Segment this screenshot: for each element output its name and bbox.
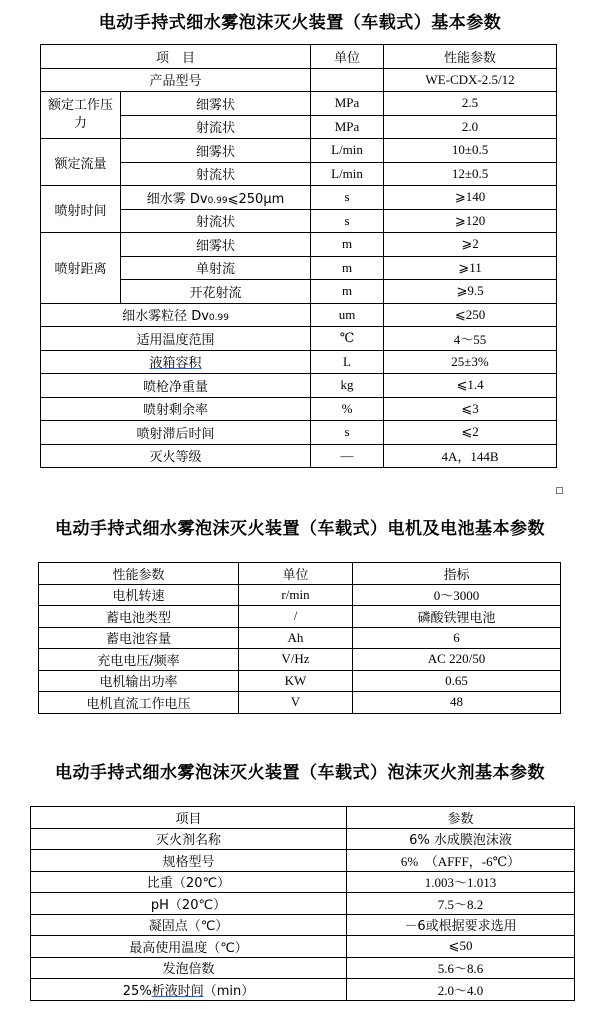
row-sublabel: 射流状	[121, 115, 311, 139]
row-sublabel: 射流状	[121, 209, 311, 233]
row-value: 10±0.5	[384, 139, 557, 163]
table-row	[31, 914, 575, 936]
table-row	[41, 374, 557, 398]
row-unit: %	[311, 397, 384, 421]
row-value: 2.5	[384, 92, 557, 116]
row-unit: r/min	[239, 584, 353, 606]
row-value: ⩽3	[384, 397, 557, 421]
header-param: 性能参数	[39, 563, 239, 585]
table-row	[39, 627, 561, 649]
table-header-row	[31, 807, 575, 829]
table-row	[41, 421, 557, 445]
row-label: 灭火剂名称	[31, 828, 347, 850]
group-label: 喷射时间	[41, 186, 121, 233]
table-row	[41, 327, 557, 351]
row-unit: s	[311, 209, 384, 233]
label-part: 细水雾粒径 Dv	[122, 309, 209, 325]
table-row	[41, 233, 557, 257]
row-unit: V	[239, 692, 353, 714]
table-row	[39, 692, 561, 714]
row-sublabel: 细雾状	[121, 139, 311, 163]
row-unit: KW	[239, 670, 353, 692]
table-row	[39, 584, 561, 606]
row-unit: —	[311, 444, 384, 468]
table-row	[41, 139, 557, 163]
label-part: （min）	[203, 983, 255, 999]
row-value: ⩾2	[384, 233, 557, 257]
row-unit: /	[239, 606, 353, 628]
table-row	[41, 303, 557, 327]
row-value: 4A，144B	[384, 444, 557, 468]
table-row	[31, 871, 575, 893]
row-value: 2.0～4.0	[347, 979, 575, 1001]
row-value: 磷酸铁锂电池	[353, 606, 561, 628]
table-row	[41, 350, 557, 374]
row-value: ⩾11	[384, 256, 557, 280]
row-label: 灭火等级	[41, 444, 311, 468]
row-value: ⩽250	[384, 303, 557, 327]
row-unit: um	[311, 303, 384, 327]
row-label: 喷枪净重量	[41, 374, 311, 398]
table-row	[41, 444, 557, 468]
row-unit: Ah	[239, 627, 353, 649]
table-row	[41, 92, 557, 116]
table-row	[41, 68, 557, 92]
row-label: pH（20℃）	[31, 893, 347, 915]
row-value: AC 220/50	[353, 649, 561, 671]
row-sublabel: 射流状	[121, 162, 311, 186]
header-param: 参数	[347, 807, 575, 829]
group-label: 喷射距离	[41, 233, 121, 304]
row-label: 喷射滞后时间	[41, 421, 311, 445]
label-part: 25%	[122, 983, 152, 999]
row-value: 48	[353, 692, 561, 714]
table1-title: 电动手持式细水雾泡沫灭火装置（车载式）基本参数	[98, 13, 502, 33]
row-unit: m	[311, 256, 384, 280]
row-label: 凝固点（℃）	[31, 914, 347, 936]
row-label: 电机转速	[39, 584, 239, 606]
row-unit: L/min	[311, 162, 384, 186]
row-label: 电机输出功率	[39, 670, 239, 692]
table-row	[31, 936, 575, 958]
row-label: 最高使用温度（℃）	[31, 936, 347, 958]
row-label: 适用温度范围	[41, 327, 311, 351]
row-unit: V/Hz	[239, 649, 353, 671]
row-value: 5.6～8.6	[347, 957, 575, 979]
row-label	[31, 979, 347, 1001]
row-unit: MPa	[311, 92, 384, 116]
row-unit: ℃	[311, 327, 384, 351]
row-unit: s	[311, 421, 384, 445]
row-label: 产品型号	[41, 68, 311, 92]
row-unit: m	[311, 280, 384, 304]
foam-agent-table	[30, 806, 575, 1001]
header-item: 项 目	[41, 45, 311, 69]
underlined-label: 析液时间	[151, 983, 204, 999]
row-value: ⩽50	[347, 936, 575, 958]
row-label: 充电电压/频率	[39, 649, 239, 671]
row-label: 喷射剩余率	[41, 397, 311, 421]
table-row	[31, 957, 575, 979]
sublabel-part: ⩽250μm	[227, 191, 285, 207]
row-value: 0～3000	[353, 584, 561, 606]
row-label: 发泡倍数	[31, 957, 347, 979]
row-sublabel: 单射流	[121, 256, 311, 280]
group-label: 额定流量	[41, 139, 121, 186]
row-label	[41, 350, 311, 374]
table-row	[39, 670, 561, 692]
row-value: 6% （AFFF，-6℃）	[347, 850, 575, 872]
row-sublabel: 细雾状	[121, 92, 311, 116]
row-sublabel: 细雾状	[121, 233, 311, 257]
row-value: 1.003～1.013	[347, 871, 575, 893]
row-value: ⩾120	[384, 209, 557, 233]
row-value: ⩾9.5	[384, 280, 557, 304]
row-unit: MPa	[311, 115, 384, 139]
row-value: 12±0.5	[384, 162, 557, 186]
row-unit: kg	[311, 374, 384, 398]
row-value: 6	[353, 627, 561, 649]
table-row	[31, 828, 575, 850]
row-sublabel: 开花射流	[121, 280, 311, 304]
row-label: 蓄电池容量	[39, 627, 239, 649]
row-value: 0.65	[353, 670, 561, 692]
row-value: ⩽2	[384, 421, 557, 445]
table-row	[41, 397, 557, 421]
table-resize-handle[interactable]	[556, 487, 563, 494]
table-row	[31, 893, 575, 915]
group-label: 额定工作压力	[41, 92, 121, 139]
row-unit: s	[311, 186, 384, 210]
table-header-row	[39, 563, 561, 585]
row-value: ⩽1.4	[384, 374, 557, 398]
header-unit: 单位	[311, 45, 384, 69]
row-value: 7.5～8.2	[347, 893, 575, 915]
header-item: 项目	[31, 807, 347, 829]
underlined-label: 液箱容积	[149, 356, 202, 372]
table3-title: 电动手持式细水雾泡沫灭火装置（车载式）泡沫灭火剂基本参数	[55, 763, 545, 783]
row-value: ⩾140	[384, 186, 557, 210]
row-unit: L	[311, 350, 384, 374]
table-row	[31, 979, 575, 1001]
header-value: 性能参数	[384, 45, 557, 69]
basic-params-table	[40, 44, 557, 468]
label-subscript: 0.99	[208, 313, 229, 324]
row-unit: m	[311, 233, 384, 257]
row-value: 2.0	[384, 115, 557, 139]
row-sublabel	[121, 186, 311, 210]
row-value: 4～55	[384, 327, 557, 351]
sublabel-part: 细水雾 Dv	[146, 191, 208, 207]
header-unit: 单位	[239, 563, 353, 585]
sublabel-subscript: 0.99	[207, 195, 228, 206]
row-value: －6或根据要求选用	[347, 914, 575, 936]
row-label: 蓄电池类型	[39, 606, 239, 628]
motor-battery-table	[38, 562, 561, 714]
row-unit	[311, 68, 384, 92]
header-value: 指标	[353, 563, 561, 585]
table-row	[39, 606, 561, 628]
row-label	[41, 303, 311, 327]
row-label: 规格型号	[31, 850, 347, 872]
row-unit: L/min	[311, 139, 384, 163]
row-label: 电机直流工作电压	[39, 692, 239, 714]
table-header-row	[41, 45, 557, 69]
table-row	[41, 186, 557, 210]
row-value: 6% 水成膜泡沫液	[347, 828, 575, 850]
row-label: 比重（20℃）	[31, 871, 347, 893]
table-row	[31, 850, 575, 872]
table-row	[39, 649, 561, 671]
row-value: 25±3%	[384, 350, 557, 374]
table2-title: 电动手持式细水雾泡沫灭火装置（车载式）电机及电池基本参数	[55, 519, 545, 539]
row-value: WE-CDX-2.5/12	[384, 68, 557, 92]
